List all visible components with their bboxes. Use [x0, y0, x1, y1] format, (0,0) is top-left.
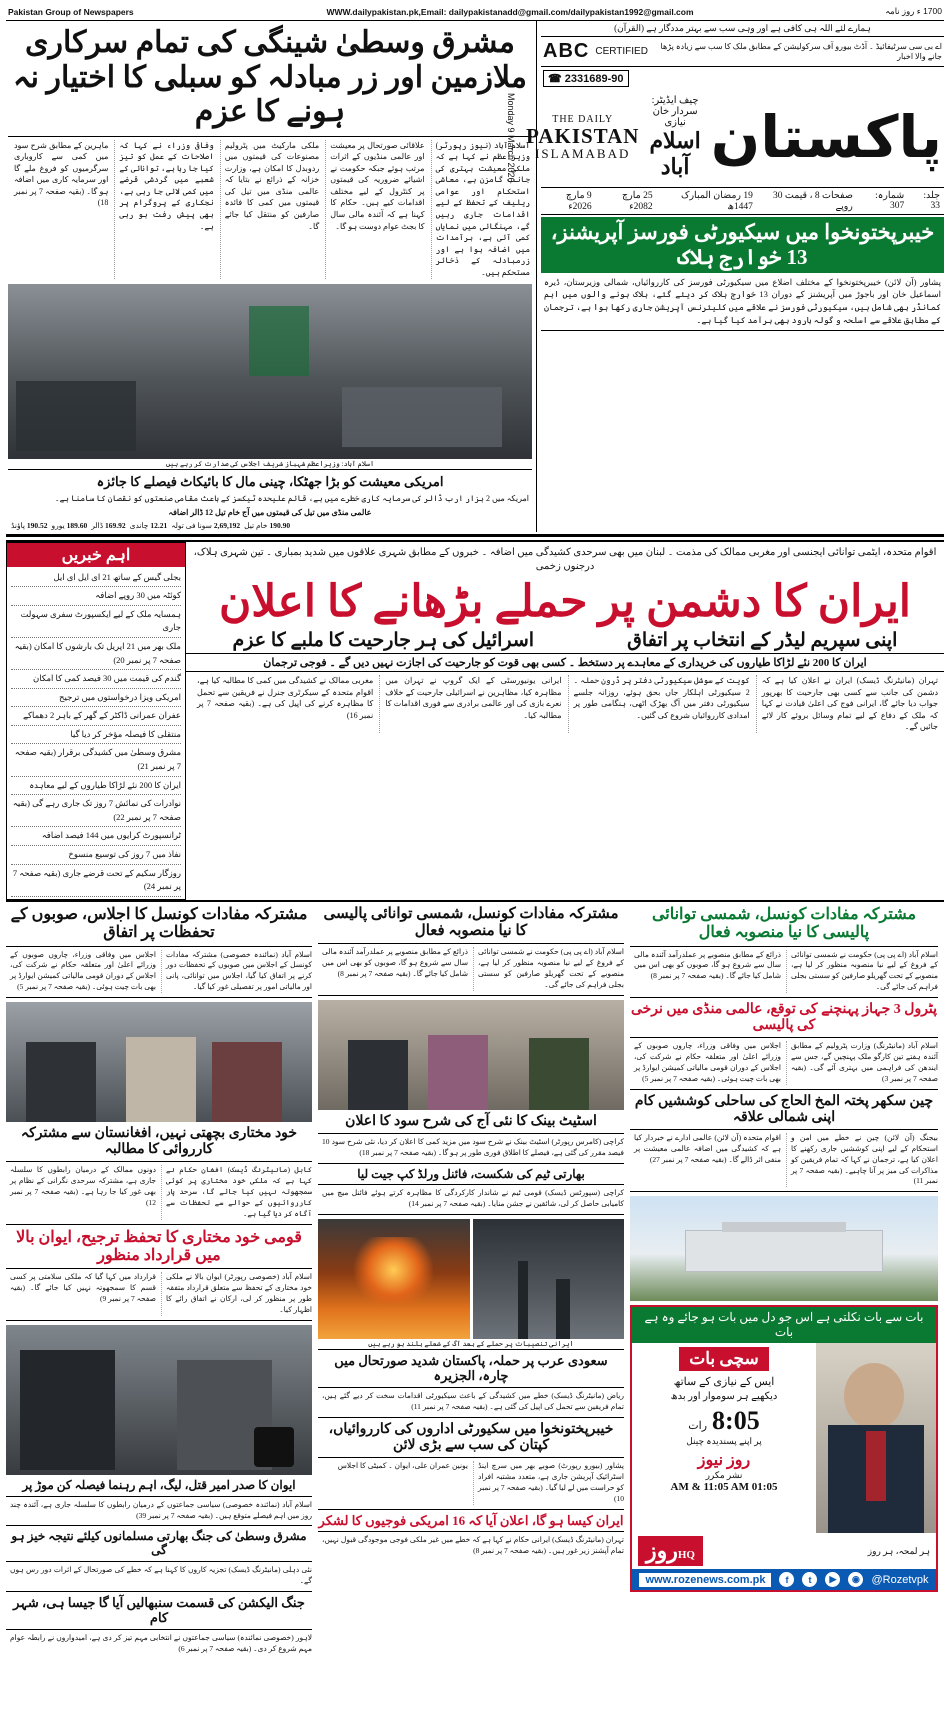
- list-item: ملک بھر میں 21 اپریل تک بارشوں کا امکان (بقیہ صفحہ 7 پر نمبر 20): [11, 638, 181, 670]
- section-block: [630, 906, 938, 998]
- rate-item: 189.60 یورو: [51, 520, 88, 530]
- roze-logo: روزHQ: [638, 1536, 703, 1566]
- list-item: روزگار سکیم کے تحت قرضے جاری (بقیہ صفحہ 7 پر نمبر 24): [11, 865, 181, 897]
- column-c: [630, 906, 938, 1663]
- list-item: کوئٹہ میں 30 روپے اضافہ: [11, 587, 181, 606]
- section-col: پشاور (بیورو رپورٹ) صوبے بھر میں سرچ اینڈ اسٹرائیک آپریشن جاری ہے، متعدد مشتبہ افراد کو حراست میں لے لیا گیا۔ (بقیہ صفحہ 7 پر نمبر 10): [473, 1461, 624, 1505]
- section-title: خود مختاری بچھتی نہیں، افغانستان سے مشترکہ کارروائی کا مطالبہ: [20, 1126, 298, 1158]
- main-grid: [6, 906, 944, 1663]
- chief-editor: چیف ایڈیٹر: سردار خان نیازی: [651, 95, 699, 129]
- section-body: [630, 950, 938, 994]
- group-name: Pakistan Group of Newspapers: [8, 6, 134, 17]
- list-item: مشرق وسطیٰ میں کشیدگی برقرار (بقیہ صفحہ 7 پر نمبر 21): [11, 744, 181, 776]
- social-handle[interactable]: @Rozetvpk: [871, 1573, 929, 1586]
- ad-text-block: [632, 1343, 816, 1533]
- quran-quote: ہمارے لئے اللہ ہی کافی ہے اور وہی سب سے بہتر مددگار ہے (القرآن): [541, 21, 944, 37]
- business-para: امریکہ میں 2 ہزار ارب ڈالر کی سرمایہ کاری خطرے میں ہے، قائم علیحدہ ٹیکسز کے باعث مقامی صنعتوں کو نقصان کا سامنا ہے۔: [54, 494, 529, 504]
- section-block: [630, 1002, 938, 1090]
- important-news-box: [6, 542, 186, 900]
- section-block: [6, 906, 312, 998]
- section-block: [6, 1530, 312, 1591]
- website-email: WWW.dailypakistan.pk,Email: dailypakistanadd@gmail.com/dailypakistan1992@gmail.com: [326, 6, 694, 17]
- section-block: [318, 1354, 624, 1418]
- mega-row: [6, 540, 944, 902]
- phone-number: ☎ 2331689-90: [543, 70, 629, 87]
- section-col: نئی دہلی (مانیٹرنگ ڈیسک) تجزیہ کاروں کا کہنا ہے کہ خطے کی صورتحال کے اثرات دور رس ہوں گے۔: [10, 1565, 312, 1585]
- section-col: اسلام آباد (نمائندہ خصوصی) سیاسی جماعتوں کے درمیان رابطوں کا سلسلہ جاری ہے، آئندہ چند روز میں اہم فیصلے متوقع ہیں۔ (بقیہ صفحہ 7 پر نمبر 39): [10, 1499, 312, 1520]
- section-col: بیجنگ (آن لائن) چین نے خطے میں امن و استحکام کے لیے اپنی کوششیں جاری رکھنے کا اعلان کیا ہے، ترجمان نے کہا کہ تمام فریقین کو مذاکرات کی میز پر آنا چاہیے۔ (بقیہ صفحہ 7 پر نمبر 11): [786, 1133, 938, 1187]
- roze-logo-sub: ہر لمحہ، ہر روز: [867, 1545, 930, 1556]
- section-title: ایران کیسا ہو گا، اعلان آیا کہ 16 امریکی فوجیوں کا لشکر: [318, 1512, 624, 1528]
- top-info-bar: [6, 4, 944, 21]
- section-body: [318, 1188, 624, 1210]
- section-col: اجلاس میں وفاقی وزراء، چاروں صوبوں کے وزرائے اعلیٰ اور متعلقہ حکام نے شرکت کی، اجلاس کے دوران قومی مالیاتی کمیشن ایوارڈ پر بھی بات چیت ہوئی۔ (بقیہ صفحہ 7 پر نمبر 5): [10, 949, 156, 992]
- green-headline: خیبرپختونخوا میں سیکیورٹی فورسز آپریشنز، 13 خوارج ہلاک: [541, 217, 944, 273]
- section-col: اسلام آباد (مانیٹرنگ) وزارت پٹرولیم کے مطابق آئندہ ہفتے تین کارگو ملک پہنچیں گے، جس سے ایندھن کی فراہمی میں بہتری آئے گی۔ (بقیہ صفحہ 7 پر نمبر 3): [786, 1041, 938, 1085]
- section-col: کراچی (سپورٹس ڈیسک) قومی ٹیم نے شاندار کارکردگی کا مظاہرہ کرتے ہوئے فائنل میچ میں کامیابی حاصل کر لی، شائقین نے جشن منایا۔ (بقیہ صفحہ 7 پر نمبر 14): [322, 1188, 624, 1209]
- masthead: [6, 21, 944, 537]
- list-item: نفاذ میں 7 روز کی توسیع منسوخ: [11, 846, 181, 865]
- ad-time: 8:05: [712, 1406, 760, 1436]
- phone-icon: ☎: [548, 73, 562, 85]
- ad-channel-note: پر اپنے پسندیدہ چینل: [686, 1436, 762, 1447]
- section-title: جنگ الیکشن کی قسمت سنبھالیں آیا گا جیسا ہی، شہر کام: [13, 1594, 305, 1625]
- lead-body: [8, 137, 532, 282]
- green-subtext: پشاور (آن لائن) خیبرپختونخوا کے مختلف اضلاع میں سیکیورٹی فورسز کی کارروائیاں، شمالی وزیرستان، ڈیرہ اسماعیل خان اور باجوڑ میں آپریشنز کے دوران 13 خوارج ہلاک کر دیئے گئے، ہلاک ہونے والوں میں اہم کمانڈر بھی شامل ہیں، سیکیورٹی فورسز نے علاقے میں کلیئرنس آپریشن جاری رکھا ہوا ہے، ترجمان کے مطابق علاقے سے اسلحہ و گولہ بارود بھی برآمد کیا گیا ہے۔: [541, 273, 944, 331]
- section-body: [318, 1535, 624, 1557]
- section-body: [318, 1137, 624, 1159]
- website-link[interactable]: www.rozenews.com.pk: [639, 1573, 771, 1587]
- list-item: منتقلی کا فیصلہ مؤخر کر دیا گیا: [11, 726, 181, 745]
- oil-note: عالمی منڈی میں تیل کی قیمتوں میں آج خام تیل 12 ڈالر اضافہ: [168, 508, 372, 518]
- section-title: اسٹیٹ بینک کا نئی آج کی شرح سود کا اعلان: [345, 1113, 597, 1129]
- section-title: مشترکہ مفادات کونسل کا اجلاس، صوبوں کے تحفظات پر اتفاق: [10, 905, 308, 942]
- list-item: عفران عمرانی ڈاکٹر کے گھر کے باہر 2 دھماکے: [11, 707, 181, 726]
- mega-col: مغربی ممالک نے کشیدگی میں کمی کا مطالبہ کیا ہے، اقوام متحدہ کے سیکرٹری جنرل نے فریقین سے تحمل کا مظاہرہ کرنے کی اپیل کی ہے۔ (بقیہ صفحہ 7 پر نمبر 16): [197, 675, 374, 720]
- mega-col: کویت کے سوشل سیکیورٹی دفتر پر ڈرون حملہ ۔ 2 سیکیورٹی اہلکار جاں بحق ہوئے، روزانہ جلسے سیکیورٹی دفتر میں آگ بھڑک اٹھی، ہنگامی طور پر امدادی کارروائیاں شروع کی گئیں۔: [568, 675, 750, 733]
- mega-col: تہران (مانیٹرنگ ڈیسک) ایران نے اعلان کیا ہے کہ دشمن کی جانب سے کسی بھی جارحیت کا بھرپور جواب دیا جائے گا، ایرانی فوج کی اعلیٰ قیادت نے کہا کہ ملک کے دفاع کے لیے تمام وسائل بروئے کار لائے جائیں گے۔: [756, 675, 938, 733]
- section-block: [6, 1126, 312, 1225]
- section-block: [318, 906, 624, 996]
- lead-col: ملکی مارکیٹ میں پٹرولیم مصنوعات کی قیمتوں میں ردوبدل کا امکان ہے، وزارت خزانہ کے ذرائع نے بتایا کہ عالمی منڈی میں تیل کی قیمتوں میں کمی کا فائدہ صارفین کو منتقل کیا جائے گا۔: [220, 140, 319, 279]
- mega-kicker: اقوام متحدہ، ایٹمی توانائی ایجنسی اور مغربی ممالک کی مذمت ۔ لبنان میں بھی سرحدی کشیدگی میں اضافہ ۔ خبروں کے مطابق شہری علاقوں میں شدید بمباری ۔ تین شہری ہلاک، درجنوں زخمی: [193, 546, 937, 572]
- nameplate-english: THE DAILY PAKISTAN ISLAMABAD: [526, 113, 640, 162]
- ad-channel: روز نیوز: [697, 1452, 751, 1470]
- section-block: [6, 1229, 312, 1321]
- rate-item: 190.52 پاؤنڈ: [11, 520, 48, 530]
- section-body: [6, 1272, 312, 1316]
- mega-sub3: ایران کا 200 نئے لڑاکا طیاروں کی خریداری کے معاہدے پر دستخط ۔ کسی بھی قوت کو جارحیت کی اجازت نہیں دیں گے ۔ فوجی ترجمان: [186, 653, 944, 672]
- section-col: یونین عمران علی، ایوان ۔ کمیٹی کا اجلاس: [337, 1461, 468, 1471]
- mega-headline: ایران کا دشمن پر حملے بڑھانے کا اعلان: [218, 576, 912, 626]
- section-body: [630, 1133, 938, 1187]
- section-body: [6, 1500, 312, 1522]
- list-item: نوادرات کی نمائش 7 روز تک جاری رہے گی (بقیہ صفحہ 7 پر نمبر 22): [11, 795, 181, 827]
- important-news-list: [7, 567, 185, 899]
- section-block: [630, 1094, 938, 1193]
- column-b: [318, 906, 624, 1663]
- list-item: ٹرانسپورٹ کرایوں میں 144 فیصد اضافہ: [11, 827, 181, 846]
- mega-body: [186, 672, 944, 736]
- rate-item: 190.90 خام تیل: [244, 520, 291, 530]
- ad-host: ایس کے نیازی کے ساتھ: [673, 1376, 775, 1389]
- section-body: [630, 1041, 938, 1085]
- section-col: ریاض (مانیٹرنگ ڈیسک) خطے میں کشیدگی کے باعث سیکیورٹی اقدامات سخت کر دیے گئے ہیں، تمام فریقین سے تحمل کی اپیل کی گئی ہے۔ (بقیہ صفحہ 7 پر نمبر 11): [322, 1391, 624, 1411]
- section-col: ذرائع کے مطابق منصوبے پر عملدرآمد آئندہ مالی سال سے شروع ہو گا، صوبوں کو بھی اس میں شامل کیا جائے گا۔ (بقیہ صفحہ 7 پر نمبر 8): [322, 947, 468, 979]
- social-bar: [632, 1569, 936, 1590]
- list-item: گندم کی قیمت میں 30 فیصد کمی کا امکان: [11, 670, 181, 689]
- ad-badge: سچی بات: [679, 1347, 769, 1371]
- rate-item: 2,69,192 سونا فی تولہ: [171, 520, 241, 530]
- abc-logo: ABC: [543, 40, 590, 62]
- section-col: اجلاس میں وفاقی وزراء، چاروں صوبوں کے وزرائے اعلیٰ اور متعلقہ حکام نے شرکت کی، اجلاس کے دوران قومی مالیاتی کمیشن ایوارڈ پر بھی بات چیت ہوئی۔ (بقیہ صفحہ 7 پر نمبر 5): [634, 1041, 781, 1083]
- fire-caption: ایرانی تنصیبات پر حملے کے بعد آگ کے شعلے بلند ہو رہے ہیں: [318, 1339, 624, 1350]
- list-item: ہمسایہ ملک کے لیے ایکسپورٹ سفری سہولت جاری: [11, 606, 181, 638]
- abc-cert-label: CERTIFIED: [595, 46, 648, 57]
- section-block: [318, 1114, 624, 1164]
- edition-city: اسلام آباد: [649, 128, 701, 180]
- ad-time-label: رات: [688, 1420, 708, 1433]
- ad-host-photo: [816, 1343, 936, 1533]
- business-heading: امریکی معیشت کو بڑا جھٹکا، چینی مال کا بائیکاٹ فیصلے کا جائزہ: [96, 473, 444, 489]
- section-body: [6, 1633, 312, 1655]
- masthead-right: [506, 21, 944, 532]
- section-col: ذرائع کے مطابق منصوبے پر عملدرآمد آئندہ مالی سال سے شروع ہو گا، صوبوں کو بھی اس میں شامل کیا جائے گا۔ (بقیہ صفحہ 7 پر نمبر 8): [634, 949, 781, 981]
- press-conference-photo: [6, 1002, 312, 1122]
- lead-col: ماہرین کے مطابق شرح سود میں کمی سے کاروباری سرگرمیوں کو فروغ ملے گا اور سرمایہ کاری میں اضافہ ہو گا۔ (بقیہ صفحہ 7 پر نمبر 18): [13, 140, 109, 208]
- section-col: اسلام آباد (نمائندہ خصوصی) مشترکہ مفادات کونسل کے اجلاس میں صوبوں کے تحفظات دور کرنے پر اتفاق کیا گیا، اجلاس میں توانائی، پانی اور مالیاتی امور پر تفصیلی غور کیا گیا۔: [161, 950, 312, 994]
- section-col: دونوں ممالک کے درمیان رابطوں کا سلسلہ جاری ہے، مشترکہ سرحدی نگرانی کے نظام پر بھی غور کیا جا رہا ہے۔ (بقیہ صفحہ 7 پر نمبر 12): [10, 1165, 156, 1207]
- section-title: مشترکہ مفادات کونسل، شمسی توانائی پالیسی کا نیا منصوبہ فعال: [323, 905, 619, 940]
- section-title: خیبرپختونخوا میں سکیورٹی اداروں کی کارروائیاں، کپتان کی سب سے بڑی لائن: [328, 1421, 614, 1453]
- section-body: [6, 950, 312, 994]
- youtube-icon[interactable]: ▶: [825, 1572, 840, 1587]
- roze-news-ad: [630, 1305, 938, 1592]
- business-block: [8, 473, 532, 532]
- explosion-photo: [318, 1219, 470, 1339]
- section-body: [6, 1565, 312, 1587]
- facebook-icon[interactable]: f: [779, 1572, 794, 1587]
- section-title: پٹرول 3 جہاز پہنچنے کی توقع، عالمی منڈی میں نرخی کی پالیسی: [630, 1002, 938, 1034]
- mega-sub2: اسرائیل کی ہر جارحیت کا ملبے کا عزم: [232, 629, 535, 651]
- mega-col: ایرانی یونیورسٹی کے ایک گروپ نے تہران میں مظاہرہ کیا، مظاہرین نے اسرائیلی جارحیت کے خلاف نعرے بازی کی اور عالمی برادری سے فوری اقدامات کا مطالبہ کیا۔: [379, 675, 561, 733]
- fire-photos: [318, 1219, 624, 1339]
- parliament-photo: [630, 1196, 938, 1301]
- section-title: بھارتی ٹیم کی شکست، فائنل ورلڈ کپ جیت لیا: [357, 1166, 585, 1181]
- abc-arabic-note: اے بی سی سرٹیفائیڈ ۔ آڈٹ بیورو آف سرکولیشن کے مطابق ملک کا سب سے زیادہ پڑھا جانے والا اخبار: [660, 41, 942, 61]
- section-title: سعودی عرب پر حملہ، پاکستان شدید صورتحال میں چارہ، الجزیرہ: [334, 1353, 608, 1384]
- section-body: [6, 1165, 312, 1219]
- section-body: [318, 1391, 624, 1413]
- section-col: اسلام آباد (اے پی پی) حکومت نے شمسی توانائی کے فروغ کے لیے نیا منصوبہ منظور کر لیا ہے، منصوبے کے تحت گھریلو صارفین کو سستی بجلی فراہم کی جائے گی۔: [786, 950, 938, 994]
- section-col: قرارداد میں کہا گیا کہ ملکی سلامتی پر کسی قسم کا سمجھوتہ نہیں کیا جائے گا۔ (بقیہ صفحہ 7 پر نمبر 9): [10, 1272, 156, 1304]
- section-col: کابل (مانیٹرنگ ڈیسک) افغان حکام نے کہا ہے کہ ملکی خود مختاری پر کوئی سمجھوتہ نہیں کیا جائے گا، سرحد پار کارروائیوں کے حوالے سے تحفظات سے آگاہ کر دیا گیا ہے۔: [161, 1165, 312, 1219]
- publication-date: Monday 9 March 2026: [506, 93, 517, 183]
- column-a: [6, 906, 312, 1663]
- section-col: کراچی (کامرس رپورٹر) اسٹیٹ بینک نے شرح سود میں مزید کمی کا اعلان کر دیا، نئی شرح سود 10 فیصد مقرر کی گئی ہے، فیصلے کا اطلاق فوری طور پر ہو گا۔ (بقیہ صفحہ 7 پر نمبر 18): [322, 1136, 624, 1157]
- issue-details: جلد: 33 شمارہ: 307 صفحات 8 ، قیمت 30 روپے 19 رمضان المبارک 1447ھ 25 مارچ 2082ء 9 مارچ 2026ء: [541, 187, 944, 215]
- list-item: امریکی ویزا درخواستوں میں ترجیح: [11, 689, 181, 708]
- lead-photo: [8, 284, 532, 459]
- section-col: لاہور (خصوصی نمائندہ) سیاسی جماعتوں نے انتخابی مہم تیز کر دی ہے، امیدواروں نے رابطہ عوام مہم شروع کر دی۔ (بقیہ صفحہ 7 پر نمبر 6): [10, 1632, 312, 1653]
- important-news-title: اہم خبریں: [7, 543, 185, 567]
- instagram-icon[interactable]: ◉: [848, 1572, 863, 1587]
- issue-number: 1700 ء روز نامہ: [885, 6, 942, 16]
- section-block: [318, 1422, 624, 1510]
- ad-watch: دیکھیے ہر سوموار اور بدھ: [670, 1391, 778, 1403]
- ad-tagline: بات سے بات نکلتی ہے اس جو دل میں بات ہو جائے وہ ہے بات: [632, 1307, 936, 1343]
- group-photo: [318, 1000, 624, 1110]
- lead-col: وفاقی وزراء نے کہا کہ اصلاحات کے عمل کو تیز کیا جا رہا ہے، توانائی کے شعبے میں گردشی قرضے میں کمی لائی جا رہی ہے، نجکاری کے پروگرام پر بھی پیش رفت ہو رہی ہے۔: [114, 140, 213, 279]
- nameplate-urdu: پاکستان: [710, 103, 942, 172]
- section-col: اسلام آباد (اے پی پی) حکومت نے شمسی توانائی کے فروغ کے لیے نیا منصوبہ منظور کر لیا ہے، منصوبے کے تحت گھریلو صارفین کو سستی بجلی فراہم کی جائے گی۔: [473, 947, 624, 991]
- interview-photo: [6, 1325, 312, 1475]
- lead-photo-caption: اسلام آباد: وزیراعظم شہباز شریف اجلاس کی صدارت کر رہے ہیں: [8, 459, 532, 470]
- mega-sub1: اپنی سپریم لیڈر کے انتخاب پر اتفاق: [627, 629, 898, 651]
- section-block: [318, 1514, 624, 1562]
- masthead-left: [6, 21, 536, 532]
- lead-col: علاقائی صورتحال پر معیشت اور عالمی منڈیوں کے اثرات مرتب ہوئے جبکہ حکومت نے اشیائے ضروریہ کی قیمتوں پر کنٹرول کے لیے مختلف اقدامات کیے ہیں۔ حکام کا کہنا ہے کہ آئندہ مالی سال کا بجٹ عوام دوست ہو گا۔: [325, 140, 424, 279]
- abc-certification: [541, 37, 944, 67]
- section-col: اقوام متحدہ (آن لائن) عالمی ادارے نے خبردار کیا ہے کہ کشیدگی میں اضافہ عالمی معیشت پر منفی اثر ڈالے گا۔ (بقیہ صفحہ 7 پر نمبر 27): [634, 1132, 781, 1164]
- lead-col: اسلام آباد (نیوز رپورٹر) وزیراعظم نے کہا ہے کہ ملکی معیشت بہتری کی جانب گامزن ہے، معاشی استحکام اور عوامی ریلیف کے تحفظ کے لیے اقدامات جاری رہیں گے، مہنگائی میں نمایاں کمی آئی ہے، برآمدات میں اضافہ ہوا ہے اور زرمبادلہ کے ذخائر مستحکم ہیں۔: [431, 140, 530, 279]
- section-col: اسلام آباد (خصوصی رپورٹر) ایوان بالا نے ملکی خود مختاری کے تحفظ سے متعلق قرارداد متفقہ طور پر منظور کر لی، ارکان نے اتفاق رائے کا اظہار کیا۔: [161, 1272, 312, 1316]
- ad-repeat-times: 01:05 AM & 11:05 AM: [670, 1481, 778, 1494]
- section-title: چین سکھر پختہ المخ الحاج کی ساحلی کوششیں کام اپنی شمالی علاقہ: [634, 1093, 934, 1125]
- section-body: [318, 1461, 624, 1505]
- rate-item: 169.92 ڈالر: [91, 520, 126, 530]
- twitter-icon[interactable]: t: [802, 1572, 817, 1587]
- section-block: [318, 1168, 624, 1216]
- mega-story: [186, 542, 944, 900]
- section-title: مشترکہ مفادات کونسل، شمسی توانائی پالیسی کا نیا منصوبہ فعال: [651, 905, 917, 942]
- section-block: [6, 1479, 312, 1527]
- lead-headline: مشرق وسطیٰ شینگی کی تمام سرکاری ملازمین اور زر مبادلہ کو سبلی کا اختیار نہ ہونے کا عزم: [8, 23, 532, 137]
- section-title: مشرق وسطیٰ کی جنگ بھارتی مسلمانوں کیلئے نتیجہ خیز ہو گی: [11, 1529, 307, 1558]
- ad-repeat-label: نشر مکرر: [705, 1470, 743, 1481]
- section-block: [6, 1596, 312, 1659]
- rate-item: 12.21 چاندی: [129, 520, 168, 530]
- nameplate: [506, 89, 944, 187]
- section-col: تہران (مانیٹرنگ ڈیسک) ایرانی حکام نے کہا ہے کہ خطے میں غیر ملکی فوجی موجودگی قبول نہیں، تمام آپشنز زیر غور ہیں۔ (بقیہ صفحہ 7 پر نمبر 8): [322, 1535, 624, 1556]
- section-title: ایوان کا صدر امیر قتل، لیگ، اہم رہنما فیصلہ کن موڑ پر: [22, 1477, 296, 1492]
- list-item: ایران کا 200 نئے لڑاکا طیاروں کے لیے معاہدہ: [11, 777, 181, 796]
- smoke-photo: [473, 1219, 625, 1339]
- section-title: قومی خود مختاری کا تحفظ ترجیح، ایوان بالا میں قرارداد منظور: [16, 1228, 302, 1265]
- section-body: [318, 947, 624, 991]
- list-item: بجلی گیس کے ساتھ 21 ای ایل ای ایل: [11, 569, 181, 588]
